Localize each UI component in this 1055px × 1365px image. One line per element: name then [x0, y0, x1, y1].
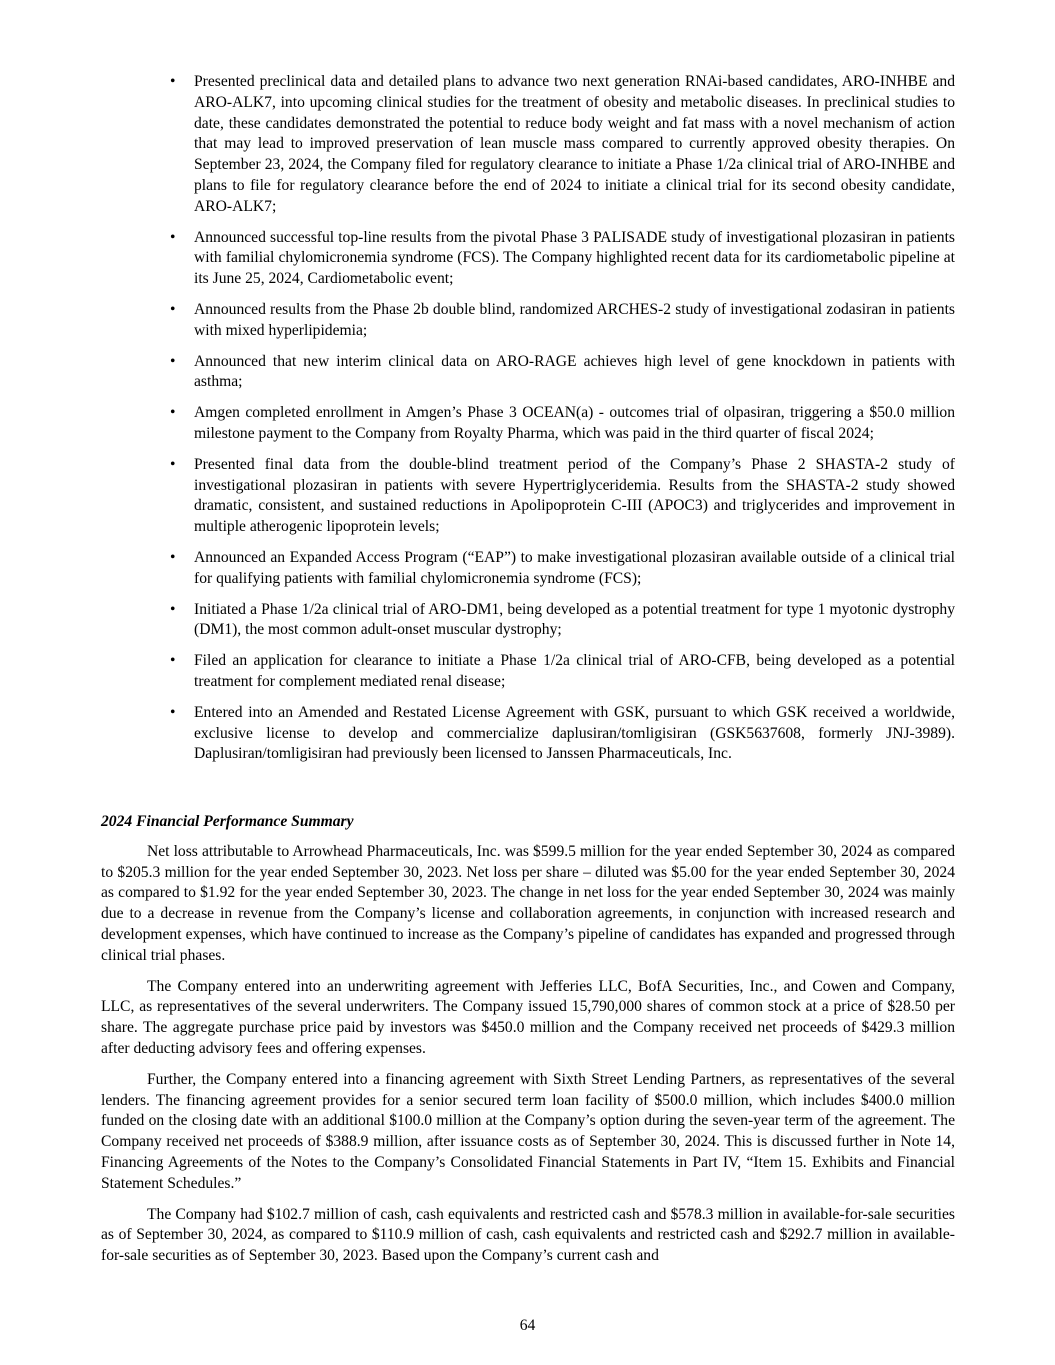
bullet-text: Filed an application for clearance to initiate a Phase 1/2a clinical trial of ARO-CFB, being developed as a potential treatment for complement mediated renal disease;: [194, 652, 955, 690]
paragraph-underwriting: The Company entered into an underwriting agreement with Jefferies LLC, BofA Securities, Inc., and Cowen and Company, LLC, as representatives of the several underwriters. The Company issued 15,790,000 shares of common stock at a price of $28.50 per share. The aggregate purchase price paid by investors was $450.0 million and the Company received net proceeds of $429.3 million after deducting advisory fees and offering expenses.: [101, 977, 955, 1057]
paragraph-cash: The Company had $102.7 million of cash, cash equivalents and restricted cash and $578.3 million in available-for-sale securities as of September 30, 2024, as compared to $110.9 million of cash, cash equivalents and restricted cash and $292.7 million in available-for-sale securities as of September 30, 2023. Based upon the Company’s current cash and: [101, 1205, 955, 1265]
bullet-symbol: •: [170, 652, 176, 670]
bullet-symbol: •: [170, 404, 176, 422]
bullet-item: [170, 455, 955, 538]
bullet-symbol: •: [170, 703, 176, 721]
bullet-item: [170, 548, 955, 590]
bullet-text: Announced an Expanded Access Program (“EAP”) to make investigational plozasiran available outside of a clinical trial for qualifying patients with familial chylomicronemia syndrome (FCS);: [194, 548, 955, 587]
page-number: 64: [519, 1317, 536, 1334]
bullet-item: [170, 228, 955, 290]
bullet-text: Presented final data from the double-blind treatment period of the Company’s Phase 2 SHASTA-2 study of investigational plozasiran in patients with severe Hypertriglyceridemia. Results from the SHASTA-2 study showed dramatic, consistent, and sustained reductions in Apolipoprotein C-III (APOC3) and triglycerides and improvement in multiple atherogenic lipoprotein levels;: [194, 455, 955, 536]
bullet-text: Entered into an Amended and Restated License Agreement with GSK, pursuant to which GSK received a worldwide, exclusive license to develop and commercialize daplusiran/tomligisiran (GSK5637608, formerly JNJ-3989). Daplusiran/tomligisiran had previously been licensed to Janssen Pharmaceuticals, Inc.: [194, 703, 955, 763]
bullet-text: Amgen completed enrollment in Amgen’s Phase 3 OCEAN(a) - outcomes trial of olpasiran, triggering a $50.0 million milestone payment to the Company from Royalty Pharma, which was paid in the third quarter of fiscal 2024;: [194, 404, 955, 442]
bullet-text: Announced that new interim clinical data on ARO-RAGE achieves high level of gene knockdown in patients with asthma;: [194, 352, 955, 391]
bullet-symbol: •: [170, 228, 176, 246]
bullet-text: Announced results from the Phase 2b double blind, randomized ARCHES-2 study of investigational zodasiran in patients with mixed hyperlipidemia;: [194, 300, 955, 339]
bullet-text: Presented preclinical data and detailed plans to advance two next generation RNAi-based candidates, ARO-INHBE and ARO-ALK7, into upcoming clinical studies for the treatment of obesity and metabolic diseases. In preclinical studies to date, these candidates demonstrated the potential to reduce body weight and fat mass with a novel mechanism of action that may lead to improved preservation of lean muscle mass compared to currently approved obesity therapies. On September 23, 2024, the Company filed for regulatory clearance to initiate a Phase 1/2a clinical trial of ARO-INHBE and plans to file for regulatory clearance before the end of 2024 to initiate a clinical trial for its second obesity candidate, ARO-ALK7;: [194, 73, 955, 215]
bullet-symbol: •: [170, 548, 176, 566]
bullet-item: [170, 600, 955, 642]
bullet-symbol: •: [170, 455, 176, 473]
bullet-symbol: •: [170, 600, 176, 618]
bullet-symbol: •: [170, 73, 176, 90]
paragraph-net-loss: Net loss attributable to Arrowhead Pharmaceuticals, Inc. was $599.5 million for the year ended September 30, 2024 as compared to $205.3 million for the year ended September 30, 2023. Net loss per share – diluted was $5.00 for the year ended September 30, 2024 as compared to $1.92 for the year ended September 30, 2023. The change in net loss for the year ended September 30, 2024 was mainly due to a decrease in revenue from the Company’s license and collaboration agreements, in conjunction with increased research and development expenses, which have continued to increase as the Company’s pipeline of candidates has expanded and progressed through clinical trial phases.: [101, 842, 955, 964]
bullet-item: [170, 651, 955, 693]
bullet-symbol: •: [170, 352, 176, 370]
section-heading: 2024 Financial Performance Summary: [101, 813, 354, 830]
bullet-item: [170, 403, 955, 445]
financial-summary-section: [101, 812, 955, 1277]
bullet-item: [170, 352, 955, 394]
bullet-text: Announced successful top-line results from the pivotal Phase 3 PALISADE study of investigational plozasiran in patients with familial chylomicronemia syndrome (FCS). The Company highlighted recent data for its cardiometabolic pipeline at its June 25, 2024, Cardiometabolic event;: [194, 228, 955, 288]
highlights-bullet-list: [170, 72, 955, 775]
paragraph-financing: Further, the Company entered into a financing agreement with Sixth Street Lending Partners, as representatives of the several lenders. The financing agreement provides for a senior secured term loan facility of $500.0 million, which includes $400.0 million funded on the closing date with an additional $100.0 million at the Company’s option during the seven-year term of the agreement. The Company received net proceeds of $388.9 million, after issuance costs as of September 30, 2024. This is discussed further in Note 14, Financing Agreements of the Notes to the Company’s Consolidated Financial Statements in Part IV, “Item 15. Exhibits and Financial Statement Schedules.”: [101, 1070, 955, 1192]
bullet-text: Initiated a Phase 1/2a clinical trial of ARO-DM1, being developed as a potential treatment for type 1 myotonic dystrophy (DM1), the most common adult-onset muscular dystrophy;: [194, 600, 955, 639]
bullet-item: [170, 300, 955, 342]
bullet-item: [170, 703, 955, 765]
bullet-item: [170, 72, 955, 218]
bullet-symbol: •: [170, 300, 176, 318]
